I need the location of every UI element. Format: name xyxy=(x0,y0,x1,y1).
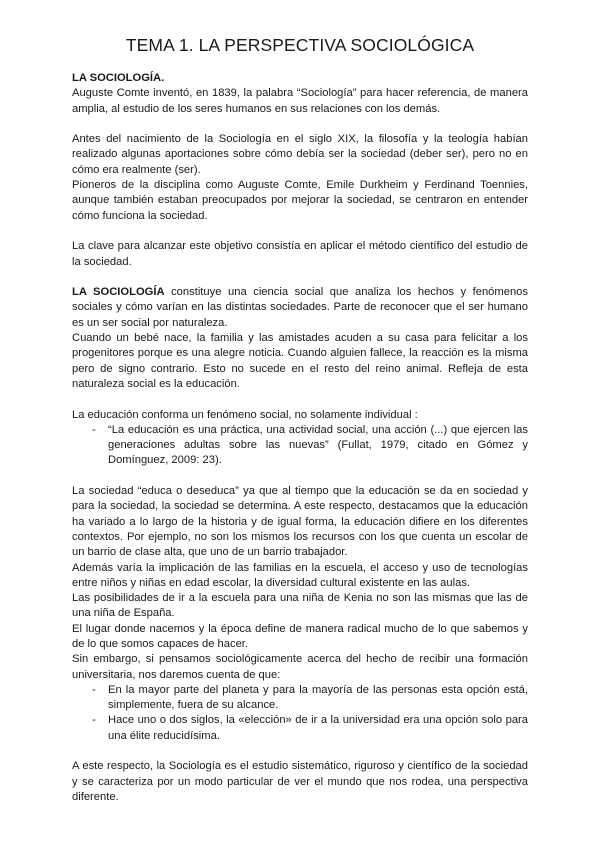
dash-marker: - xyxy=(92,423,96,436)
list-item xyxy=(72,683,528,714)
spacer xyxy=(72,744,528,759)
paragraph-pioneros: Pioneros de la disciplina como Auguste Comte, Emile Durkheim y Ferdinand Toennies, aunque también estaban preocupados por mejorar la sociedad, se centraron en entender cómo funciona la sociedad. xyxy=(72,179,528,222)
spacer xyxy=(72,270,528,285)
term-sociologia: LA SOCIOLOGÍA xyxy=(72,286,165,299)
definicion-text: constituye una ciencia social que analiza los hechos y fenómenos sociales y cómo varían en las distintas sociedades. Parte de reconocer que el ser humano es un ser social por naturaleza. xyxy=(72,286,528,329)
section-heading: LA SOCIOLOGÍA. xyxy=(72,72,165,84)
paragraph-clave: La clave para alcanzar este objetivo consistía en aplicar el método científico del estudio de la sociedad. xyxy=(72,240,528,268)
quote-text: “La educación es una práctica, una actividad social, una acción (...) que ejercen las generaciones adultas sobre las nuevas” (Fullat, 1979, citado en Gómez y Domínguez, 2009: 23). xyxy=(108,423,528,467)
paragraph-educa: La sociedad “educa o deseduca” ya que al tiempo que la educación se da en sociedad y para la sociedad, la sociedad se determina. A este respecto, destacamos que la educación ha variado a lo largo de la historia y de igual forma, la educación difiere en los diferentes contextos. Por ejemplo, no son los mismos los recursos con los que cuenta un escolar de un barrio de clase alta, que uno de un barrio trabajador. xyxy=(72,485,528,559)
paragraph-conclusion: A este respecto, la Sociología es el estudio sistemático, riguroso y científico de la sociedad y se caracteriza por un modo particular de ver el mundo que nos rodea, una perspectiva diferente. xyxy=(72,760,528,803)
spacer xyxy=(72,224,528,239)
paragraph-universitaria: Sin embargo, si pensamos sociológicamente acerca del hecho de recibir una formación universitaria, nos daremos cuenta de que: xyxy=(72,653,528,681)
paragraph-kenia: Las posibilidades de ir a la escuela para una niña de Kenia no son las mismas que las de una niña de España. xyxy=(72,592,528,620)
spacer xyxy=(72,469,528,484)
dash-marker: - xyxy=(92,714,96,727)
list-item xyxy=(72,713,528,744)
list-item-text: En la mayor parte del planeta y para la mayoría de las personas esta opción está, simplemente, fuera de su alcance. xyxy=(108,683,528,712)
paragraph-comte: Auguste Comte inventó, en 1839, la palabra “Sociología” para hacer referencia, de manera amplia, al estudio de los seres humanos en sus relaciones con los demás. xyxy=(72,87,528,115)
quote-item xyxy=(72,423,528,469)
paragraph-antes: Antes del nacimiento de la Sociología en el siglo XIX, la filosofía y la teología habían realizado algunas aportaciones sobre cómo debía ser la sociedad (deber ser), pero no en cómo era realmente (ser). xyxy=(72,133,528,176)
spacer xyxy=(72,392,528,407)
list-item-text: Hace uno o dos siglos, la «elección» de ir a la universidad era una opción solo para una élite reducidísima. xyxy=(108,714,528,742)
dash-marker: - xyxy=(92,683,96,696)
quote-list xyxy=(72,423,528,469)
document-title: TEMA 1. LA PERSPECTIVA SOCIOLÓGICA xyxy=(125,35,475,55)
bullet-list xyxy=(72,683,528,744)
paragraph-familias: Además varía la implicación de las familias en la escuela, el acceso y uso de tecnologías entre niños y niñas en edad escolar, la diversidad cultural existente en las aulas. xyxy=(72,561,528,589)
paragraph-lugar: El lugar donde nacemos y la época define de manera radical mucho de lo que sabemos y de lo que somos capaces de hacer. xyxy=(72,622,528,650)
paragraph-bebe: Cuando un bebé nace, la familia y las amistades acuden a su casa para felicitar a los progenitores porque es una alegre noticia. Cuando alguien fallece, la reacción es la misma pero de signo contrario. Esto no sucede en el resto del reino animal. Refleja de esta naturaleza social es la educación. xyxy=(72,332,528,390)
spacer xyxy=(72,117,528,132)
paragraph-definicion xyxy=(72,285,528,331)
paragraph-educacion: La educación conforma un fenómeno social, no solamente individual : xyxy=(72,408,418,421)
